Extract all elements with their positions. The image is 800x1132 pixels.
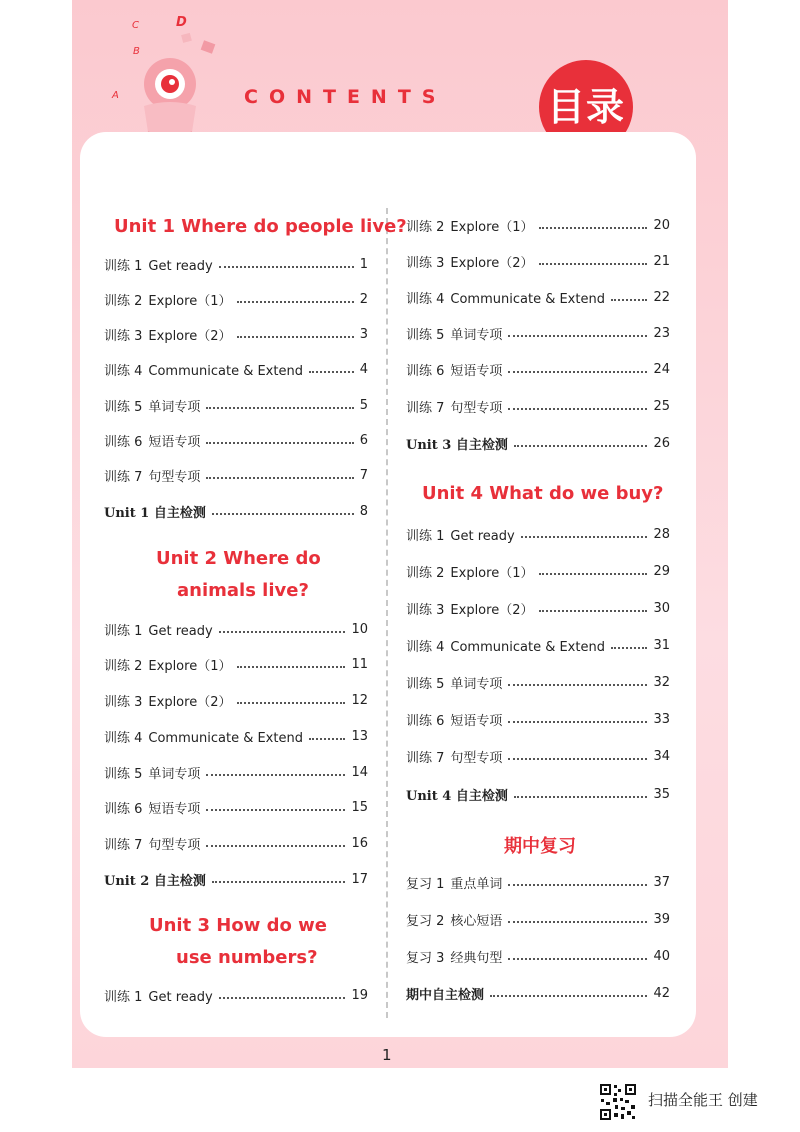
leader-dots xyxy=(206,845,345,847)
entry-key: 训练 3 xyxy=(406,602,445,618)
entry-key: 训练 6 xyxy=(104,434,143,450)
entry-page: 34 xyxy=(653,748,670,764)
entry-page: 14 xyxy=(351,764,368,780)
entry-title: Get ready xyxy=(450,528,515,544)
page-number: 1 xyxy=(382,1046,392,1064)
entry-page: 40 xyxy=(653,948,670,964)
toc-entry[interactable] xyxy=(406,323,670,343)
unit-2-heading-line-2: animals live? xyxy=(177,580,309,601)
entry-page: 3 xyxy=(359,326,368,342)
entry-title: 句型专项 xyxy=(148,837,201,853)
toc-entry[interactable] xyxy=(406,709,670,729)
toc-entry[interactable] xyxy=(104,726,368,746)
entry-page: 28 xyxy=(653,526,670,542)
toc-entry[interactable] xyxy=(406,946,670,966)
leader-dots xyxy=(490,995,647,997)
leader-dots xyxy=(219,631,346,633)
entry-key: 复习 3 xyxy=(406,950,445,966)
entry-page: 8 xyxy=(359,503,368,519)
entry-title: Unit 2 自主检测 xyxy=(104,873,206,889)
leader-dots xyxy=(539,263,647,265)
entry-page: 33 xyxy=(653,711,670,727)
toc-entry[interactable] xyxy=(406,396,670,416)
entry-page: 16 xyxy=(351,835,368,851)
entry-title: 单词专项 xyxy=(148,766,201,782)
leader-dots xyxy=(237,336,353,338)
entry-page: 10 xyxy=(351,621,368,637)
leader-dots xyxy=(219,997,346,999)
leader-dots xyxy=(508,958,647,960)
entry-title: Explore（2） xyxy=(450,255,534,271)
entry-key: 训练 4 xyxy=(406,291,445,307)
toc-entry[interactable] xyxy=(406,598,670,618)
toc-entry[interactable] xyxy=(104,359,368,379)
toc-badge: 目录 xyxy=(539,60,633,154)
unit-4-heading: Unit 4 What do we buy? xyxy=(422,483,664,504)
entry-page: 26 xyxy=(653,435,670,451)
entry-page: 20 xyxy=(653,217,670,233)
leader-dots xyxy=(611,647,647,649)
toc-entry[interactable] xyxy=(104,254,368,274)
column-divider xyxy=(386,208,388,1018)
entry-page: 31 xyxy=(653,637,670,653)
entry-key: 训练 1 xyxy=(406,528,445,544)
entry-title: 句型专项 xyxy=(450,400,503,416)
scanner-watermark: 扫描全能王 创建 xyxy=(648,1091,758,1109)
leader-dots xyxy=(521,536,648,538)
entry-title: Explore（1） xyxy=(148,293,232,309)
toc-entry[interactable] xyxy=(406,635,670,655)
entry-page: 30 xyxy=(653,600,670,616)
toc-entry[interactable] xyxy=(406,909,670,929)
entry-page: 32 xyxy=(653,674,670,690)
entry-title: Get ready xyxy=(148,623,213,639)
entry-page: 6 xyxy=(359,432,368,448)
toc-entry[interactable] xyxy=(104,465,368,485)
toc-entry[interactable] xyxy=(104,395,368,415)
entry-title: Unit 1 自主检测 xyxy=(104,505,206,521)
leader-dots xyxy=(539,610,647,612)
leader-dots xyxy=(237,666,345,668)
leader-dots xyxy=(611,299,647,301)
entry-title: 句型专项 xyxy=(148,469,201,485)
entry-page: 19 xyxy=(351,987,368,1003)
entry-key: 训练 1 xyxy=(104,989,143,1005)
unit-1-heading: Unit 1 Where do people live? xyxy=(114,216,407,237)
leader-dots xyxy=(206,809,345,811)
entry-key: 训练 1 xyxy=(104,623,143,639)
leader-dots xyxy=(514,796,648,798)
entry-key: 复习 1 xyxy=(406,876,445,892)
leader-dots xyxy=(514,445,648,447)
entry-title: Explore（1） xyxy=(450,565,534,581)
entry-title: Communicate & Extend xyxy=(450,291,605,307)
toc-entry[interactable] xyxy=(104,833,368,853)
leader-dots xyxy=(508,921,647,923)
leader-dots xyxy=(508,884,647,886)
entry-title: 短语专项 xyxy=(148,434,201,450)
leader-dots xyxy=(237,702,345,704)
entry-title: 单词专项 xyxy=(450,327,503,343)
toc-entry[interactable] xyxy=(104,797,368,817)
mascot-letter-a: A xyxy=(112,90,119,101)
entry-title: 单词专项 xyxy=(450,676,503,692)
entry-key: 训练 2 xyxy=(406,565,445,581)
entry-title: Explore（1） xyxy=(148,658,232,674)
toc-entry[interactable] xyxy=(406,746,670,766)
entry-key: 训练 4 xyxy=(406,639,445,655)
entry-title: Explore（1） xyxy=(450,219,534,235)
entry-key: 训练 2 xyxy=(104,658,143,674)
unit-3-heading-line-2: use numbers? xyxy=(176,947,318,968)
leader-dots xyxy=(206,477,353,479)
entry-title: Explore（2） xyxy=(148,328,232,344)
entry-title: 重点单词 xyxy=(450,876,503,892)
toc-entry[interactable] xyxy=(406,872,670,892)
entry-key: 训练 5 xyxy=(406,676,445,692)
leader-dots xyxy=(237,301,353,303)
toc-entry[interactable] xyxy=(406,359,670,379)
toc-entry-self-test[interactable] xyxy=(104,869,368,889)
toc-entry[interactable] xyxy=(406,215,670,235)
toc-entry-self-test[interactable] xyxy=(406,784,670,804)
toc-entry-self-test[interactable] xyxy=(406,433,670,453)
leader-dots xyxy=(309,371,354,373)
entry-title: 单词专项 xyxy=(148,399,201,415)
entry-page: 17 xyxy=(351,871,368,887)
toc-entry-self-test[interactable] xyxy=(406,983,670,1003)
toc-entry[interactable] xyxy=(104,430,368,450)
toc-entry[interactable] xyxy=(406,524,670,544)
entry-page: 21 xyxy=(653,253,670,269)
toc-entry[interactable] xyxy=(104,289,368,309)
entry-key: 训练 6 xyxy=(406,363,445,379)
leader-dots xyxy=(309,738,345,740)
entry-title: 句型专项 xyxy=(450,750,503,766)
entry-page: 29 xyxy=(653,563,670,579)
entry-page: 5 xyxy=(359,397,368,413)
entry-key: 训练 1 xyxy=(104,258,143,274)
entry-key: 训练 5 xyxy=(406,327,445,343)
entry-page: 1 xyxy=(359,256,368,272)
toc-entry[interactable] xyxy=(406,251,670,271)
entry-title: Communicate & Extend xyxy=(148,363,303,379)
entry-key: 训练 5 xyxy=(104,399,143,415)
entry-key: 训练 3 xyxy=(406,255,445,271)
unit-3-heading-line-1: Unit 3 How do we xyxy=(149,915,327,936)
leader-dots xyxy=(212,881,346,883)
leader-dots xyxy=(508,684,647,686)
contents-title: CONTENTS xyxy=(244,86,447,108)
entry-page: 13 xyxy=(351,728,368,744)
entry-title: Explore（2） xyxy=(450,602,534,618)
entry-page: 11 xyxy=(351,656,368,672)
entry-key: 训练 4 xyxy=(104,363,143,379)
entry-key: 训练 4 xyxy=(104,730,143,746)
entry-title: Get ready xyxy=(148,258,213,274)
leader-dots xyxy=(206,407,353,409)
toc-entry[interactable] xyxy=(104,654,368,674)
entry-title: 短语专项 xyxy=(148,801,201,817)
toc-entry[interactable] xyxy=(104,762,368,782)
entry-title: Unit 4 自主检测 xyxy=(406,788,508,804)
toc-entry-self-test[interactable] xyxy=(104,501,368,521)
mascot-letter-c: C xyxy=(132,20,139,31)
toc-entry[interactable] xyxy=(406,672,670,692)
entry-page: 22 xyxy=(653,289,670,305)
leader-dots xyxy=(508,758,647,760)
entry-key: 训练 5 xyxy=(104,766,143,782)
entry-key: 训练 7 xyxy=(104,469,143,485)
entry-page: 23 xyxy=(653,325,670,341)
entry-title: 短语专项 xyxy=(450,363,503,379)
entry-page: 12 xyxy=(351,692,368,708)
entry-key: 复习 2 xyxy=(406,913,445,929)
entry-key: 训练 6 xyxy=(104,801,143,817)
mascot-letter-b: B xyxy=(133,46,140,57)
mascot-letter-d: D xyxy=(176,15,187,30)
leader-dots xyxy=(508,335,647,337)
toc-entry[interactable] xyxy=(406,561,670,581)
entry-key: 训练 7 xyxy=(406,750,445,766)
entry-title: Unit 3 自主检测 xyxy=(406,437,508,453)
entry-title: Communicate & Extend xyxy=(148,730,303,746)
entry-title: Communicate & Extend xyxy=(450,639,605,655)
entry-title: Get ready xyxy=(148,989,213,1005)
entry-page: 4 xyxy=(359,361,368,377)
leader-dots xyxy=(539,227,647,229)
unit-2-heading-line-1: Unit 2 Where do xyxy=(156,548,321,569)
leader-dots xyxy=(508,721,647,723)
entry-key: 训练 2 xyxy=(104,293,143,309)
leader-dots xyxy=(206,442,353,444)
qr-code-icon xyxy=(599,1083,637,1121)
leader-dots xyxy=(212,513,354,515)
entry-key: 训练 7 xyxy=(104,837,143,853)
entry-title: 期中自主检测 xyxy=(406,987,485,1003)
entry-page: 7 xyxy=(359,467,368,483)
entry-page: 35 xyxy=(653,786,670,802)
entry-title: Explore（2） xyxy=(148,694,232,710)
midterm-heading: 期中复习 xyxy=(504,836,576,857)
toc-entry[interactable] xyxy=(104,690,368,710)
entry-title: 经典句型 xyxy=(450,950,503,966)
toc-entry[interactable] xyxy=(104,324,368,344)
entry-key: 训练 2 xyxy=(406,219,445,235)
entry-page: 39 xyxy=(653,911,670,927)
entry-key: 训练 3 xyxy=(104,328,143,344)
entry-key: 训练 7 xyxy=(406,400,445,416)
leader-dots xyxy=(508,408,647,410)
toc-entry[interactable] xyxy=(406,287,670,307)
entry-title: 核心短语 xyxy=(450,913,503,929)
entry-page: 42 xyxy=(653,985,670,1001)
leader-dots xyxy=(219,266,354,268)
toc-entry[interactable] xyxy=(104,619,368,639)
entry-page: 15 xyxy=(351,799,368,815)
toc-entry[interactable] xyxy=(104,985,368,1005)
entry-page: 24 xyxy=(653,361,670,377)
leader-dots xyxy=(539,573,647,575)
entry-page: 2 xyxy=(359,291,368,307)
entry-key: 训练 3 xyxy=(104,694,143,710)
entry-page: 25 xyxy=(653,398,670,414)
leader-dots xyxy=(206,774,345,776)
entry-page: 37 xyxy=(653,874,670,890)
leader-dots xyxy=(508,371,647,373)
entry-key: 训练 6 xyxy=(406,713,445,729)
entry-title: 短语专项 xyxy=(450,713,503,729)
